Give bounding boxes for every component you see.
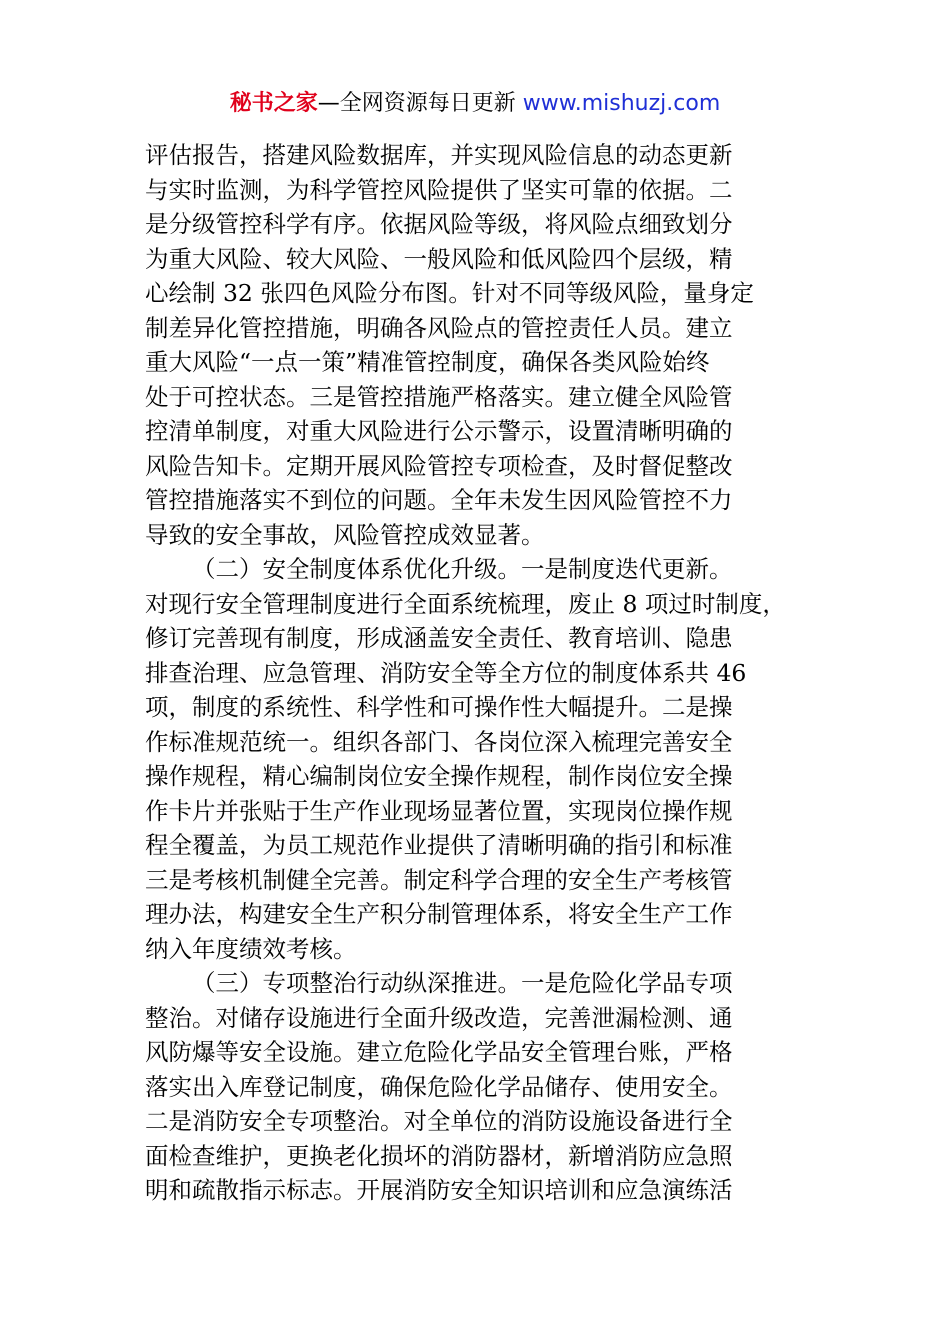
header-url-link[interactable]: www.mishuzj.com — [522, 91, 721, 116]
text-line: 整治。对储存设施进行全面升级改造，完善泄漏检测、通 — [145, 1003, 733, 1032]
text-line: 修订完善现有制度，形成涵盖安全责任、教育培训、隐患 — [145, 624, 733, 652]
text-line: 落实出入库登记制度，确保危险化学品储存、使用安全。 — [145, 1072, 733, 1101]
text-line: 理办法，构建安全生产积分制管理体系，将安全生产工作 — [145, 900, 733, 928]
text-line: 三是考核机制健全完善。制定科学合理的安全生产考核管 — [145, 865, 733, 894]
text-line: 风防爆等安全设施。建立危险化学品安全管理台账，严格 — [145, 1038, 733, 1066]
section-heading-line: （三）专项整治行动纵深推进。一是危险化学品专项 — [192, 969, 733, 997]
text-line: 作卡片并张贴于生产作业现场显著位置，实现岗位操作规 — [145, 796, 733, 825]
text-line: 是分级管控科学有序。依据风险等级，将风险点细致划分 — [145, 210, 733, 238]
text-line: 作标准规范统一。组织各部门、各岗位深入梳理完善安全 — [145, 727, 733, 756]
text-line: 程全覆盖，为员工规范作业提供了清晰明确的指引和标准 — [145, 831, 733, 859]
section-heading-line: （二）安全制度体系优化升级。一是制度迭代更新。 — [192, 555, 733, 583]
document-body — [145, 138, 810, 1208]
text-line: 面检查维护，更换老化损坏的消防器材，新增消防应急照 — [145, 1141, 733, 1170]
text-line: 二是消防安全专项整治。对全单位的消防设施设备进行全 — [145, 1107, 733, 1135]
text-line: 风险告知卡。定期开展风险管控专项检查，及时督促整改 — [145, 451, 733, 480]
text-line: 导致的安全事故，风险管控成效显著。 — [145, 520, 545, 549]
page-header — [0, 88, 950, 120]
text-line: 项，制度的系统性、科学性和可操作性大幅提升。二是操 — [145, 693, 733, 721]
text-line: 评估报告，搭建风险数据库，并实现风险信息的动态更新 — [145, 141, 733, 169]
text-line: 控清单制度，对重大风险进行公示警示，设置清晰明确的 — [145, 417, 733, 445]
text-line: 重大风险“一点一策”精准管控制度，确保各类风险始终 — [145, 348, 710, 376]
text-line: 处于可控状态。三是管控措施严格落实。建立健全风险管 — [145, 382, 733, 411]
text-line: 制差异化管控措施，明确各风险点的管控责任人员。建立 — [145, 313, 733, 342]
text-line: 对现行安全管理制度进行全面系统梳理，废止 8 项过时制度， — [145, 589, 786, 618]
text-line: 心绘制 32 张四色风险分布图。针对不同等级风险，量身定 — [145, 279, 754, 307]
header-tagline: —全网资源每日更新 — [317, 91, 523, 116]
text-line: 纳入年度绩效考核。 — [145, 934, 357, 963]
text-line: 为重大风险、较大风险、一般风险和低风险四个层级，精 — [145, 244, 733, 273]
text-line: 与实时监测，为科学管控风险提供了坚实可靠的依据。二 — [145, 175, 733, 204]
text-line: 管控措施落实不到位的问题。全年未发生因风险管控不力 — [145, 486, 733, 514]
brand-name: 秘书之家 — [229, 91, 318, 116]
text-line: 操作规程，精心编制岗位安全操作规程，制作岗位安全操 — [145, 762, 733, 790]
text-line: 排查治理、应急管理、消防安全等全方位的制度体系共 46 — [145, 658, 747, 687]
text-line: 明和疏散指示标志。开展消防安全知识培训和应急演练活 — [145, 1176, 733, 1204]
